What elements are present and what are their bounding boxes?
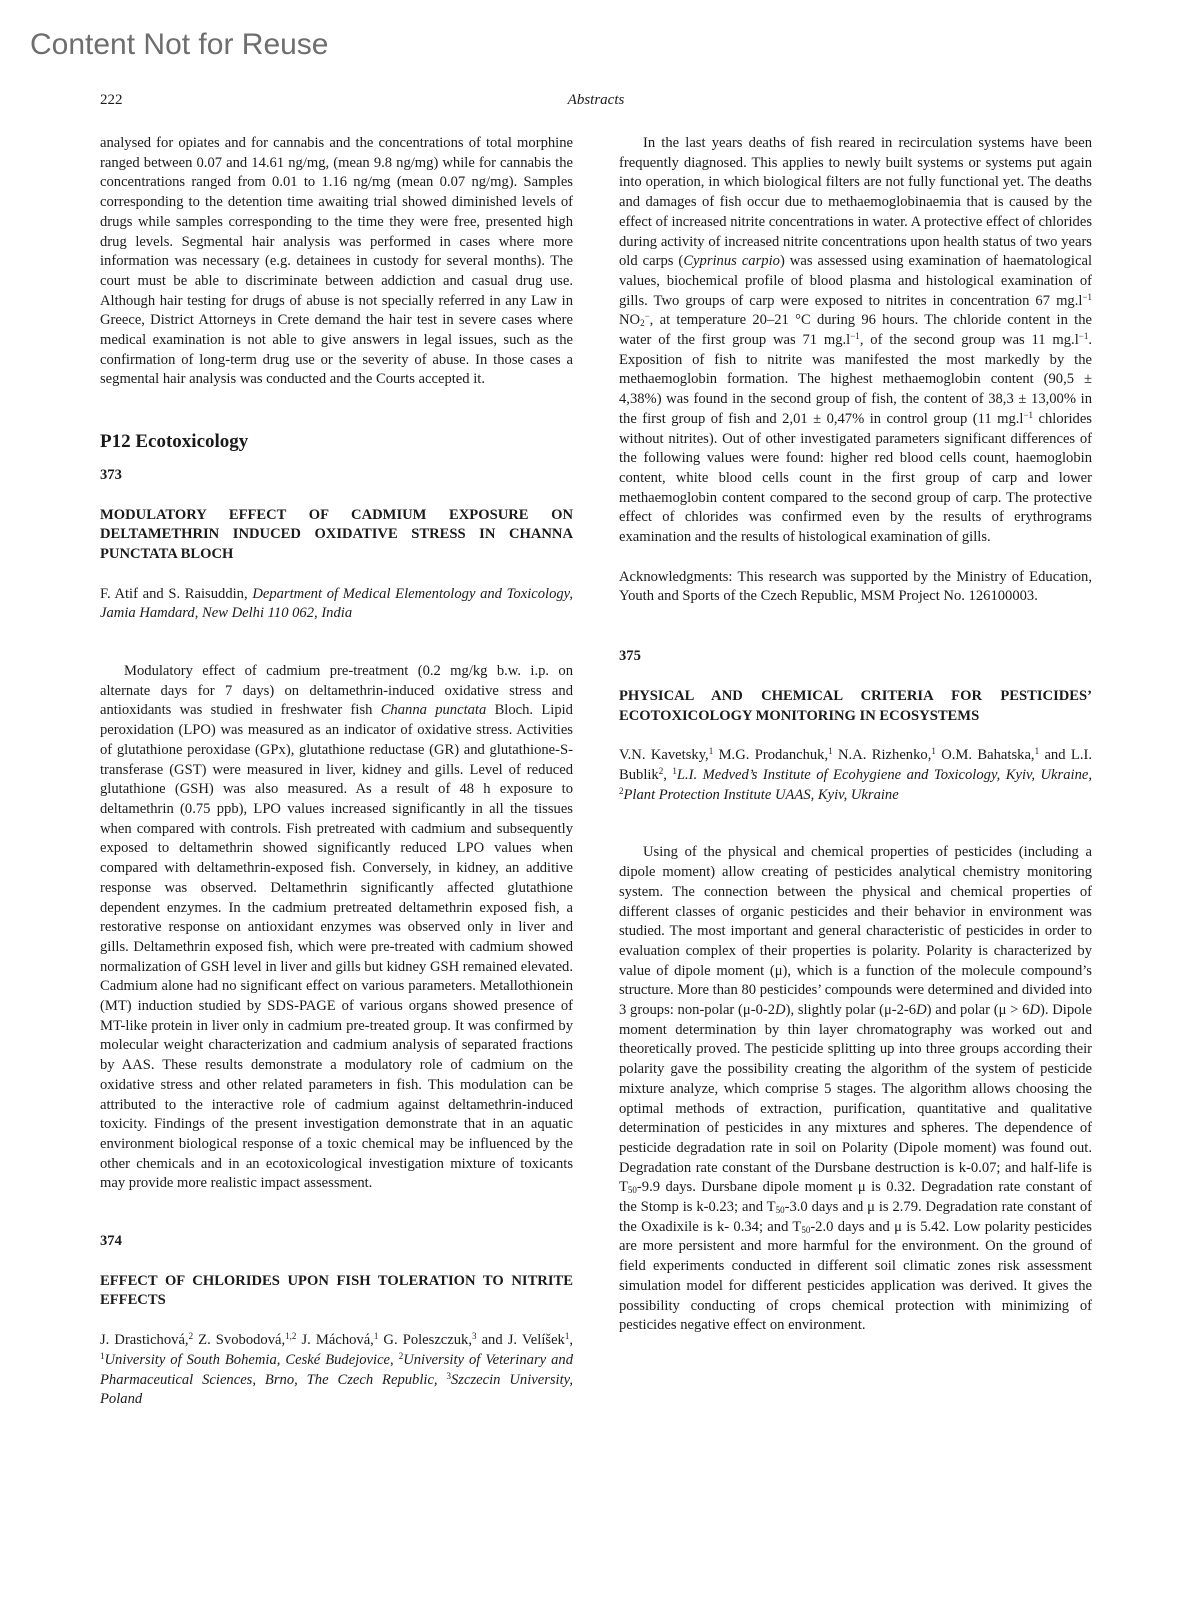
left-column xyxy=(100,134,573,1410)
body-373-part-b: Bloch. Lipid peroxidation (LPO) was measured as an indicator of oxidative stress. Activities of glutathione peroxidase (GPx), glutathione reductase (GR) and glutathione-S-transferase (GST) were measured in liver, kidney and gills. Level of reduced glutathione (GSH) was also measured. As a result of 48 h exposure to deltamethrin (0.75 ppb), LPO values increased significantly in all the tissues when compared with controls. Fish pretreated with cadmium and subsequently exposed to deltamethrin showed significantly reduced LPO values when compared with deltamethrin-exposed fish. Conversely, in kidney, an additive response was observed. Deltamethrin significantly affected glutathione dependent enzymes. In the cadmium pretreated deltamethrin exposed fish, a restorative response on antioxidant enzymes was observed only in liver and gills. Deltamethrin exposed fish, which were pre-treated with cadmium showed normalization of GSH level in liver and gills but kidney GSH remained elevated. Cadmium alone had no significant effect on various parameters. Metallothionein (MT) induction studied by SDS-PAGE of various organs showed presence of MT-like protein in liver only in cadmium pre-treated group. It was confirmed by molecular weight characterization and cadmium analysis of separated fractions by AAS. These results demonstrate a modulatory role of cadmium on the oxidative stress and other related parameters in fish. This modulation can be attributed to the interactive role of cadmium against deltamethrin-induced toxicity. Findings of the present investigation demonstrate that in an aquatic environment biological response of a toxic chemical may be influenced by the other chemicals and in an ecotoxicological investigation mixture of toxicants may provide more realistic impact assessment. xyxy=(100,702,573,1192)
author: V.N. Kavetsky, xyxy=(619,747,709,764)
species-name: Cyprinus carpio xyxy=(683,253,780,270)
continued-paragraph: analysed for opiates and for cannabis and the concentrations of total morphine ranged between 0.07 and 14.61 ng/mg, (mean 9.8 ng/mg) while for cannabis the concentrations ranged from 0.01 to 1.16 ng/mg (mean 0.07 ng/mg). Samples corresponding to the detention time awaiting trial showed diminished levels of drugs while samples corresponding to the time they were free, presented high drug levels. Segmental hair analysis was performed in cases where more information was necessary (e.g. detainees in custody for several months). The court must be able to discriminate between addiction and casual drug use. Although hair testing for drugs of abuse is not specially referred in any Law in Greece, District Attorneys in Crete demand the hair test in severe cases where medical examination is not able to give answers in legal issues, such as the confirmation of long-term drug use or the severity of abuse. In those cases a segmental hair analysis was conducted and the Courts accepted it. xyxy=(100,135,573,388)
body-375-part: -2.0 days and μ is 5.42. Low polarity pesticides are more persistent and more harmful for the environment. On the ground of field experiments conducted in different soil climatic zones risk assessment simulation model for different pesticides application was derived. It gives the possibility conducting of crops chemical protection with minimizing of pesticides negative effect on environment. xyxy=(619,1218,1092,1334)
author-sup: 2 xyxy=(188,1331,194,1342)
body-375-part: ). Dipole moment determination by thin layer chromatography was worked out and theoretically proved. The pesticide splitting up into three groups according their polarity gave the possibility creating the algorithm of the system of pesticide mixture analyze, which comprise 5 stages. The algorithm allows choosing the optimal methods of extraction, purification, quantitative and qualitative determination of pesticides in any mixtures and spheres. The dependence of pesticide degradation rate in soil on Polarity (Dipole moment) was found out. Degradation rate constant of the Dursbane destruction is k-0.07; and half-life is T xyxy=(619,1002,1092,1196)
body-374-part: ) was assessed using examination of haematological values, biochemical profile of blood plasma and histological examination of gills. Two groups of carp were exposed to nitrites in concentration 67 mg.l xyxy=(619,253,1092,309)
superscript: −1 xyxy=(1082,291,1092,302)
abstract-number-375: 375 xyxy=(619,648,641,665)
body-374-part: chlorides without nitrites). Out of other investigated parameters significant differences of the following values were found: higher red blood cells count, haemoglobin content, white blood cells count in the first group of carp and lower methaemoglobin content compared to the second group of carp. The protective effect of chlorides was confirmed even by the results of erythrograms examination and the results of histological examination of gills. xyxy=(619,410,1092,546)
affiliation-sup: 2 xyxy=(398,1350,404,1361)
affiliation: Plant Protection Institute UAAS, Kyiv, Ukraine xyxy=(623,786,899,803)
author: G. Poleszczuk, xyxy=(378,1332,472,1349)
abstract-title-373: MODULATORY EFFECT OF CADMIUM EXPOSURE ON DELTAMETHRIN INDUCED OXIDATIVE STRESS IN CHANNA PUNCTATA BLOCH xyxy=(100,506,573,562)
author-sup: 3 xyxy=(472,1331,477,1342)
affiliation-sup: 1 xyxy=(672,765,677,776)
abstract-body-373 xyxy=(100,662,573,1194)
body-374-part: . Exposition of fish to nitrite was manifested the most markedly by the methaemoglobin formation. The highest methaemoglobin content (90,5 ± 4,38%) was found in the second group of fish, the content of 38,3 ± 13,00% in the first group of fish and 2,01 ± 0,47% in control group (11 mg.l xyxy=(619,332,1092,427)
superscript: − xyxy=(644,311,650,322)
author-sup: 1,2 xyxy=(285,1331,297,1342)
body-373-part-a: Modulatory effect of cadmium pre-treatment (0.2 mg/kg b.w. i.p. on alternate days for 7 days) on deltamethrin-induced oxidative stress and antioxidants was studied in freshwater fish xyxy=(100,663,573,719)
abstract-body-374 xyxy=(619,134,1092,548)
abstract-number-374: 374 xyxy=(100,1233,122,1250)
body-374-part: , of the second group was 11 mg.l xyxy=(859,332,1079,349)
author-sup: 2 xyxy=(658,765,664,776)
species-name: Channa punctata xyxy=(380,702,487,719)
author-sup: 1 xyxy=(1034,746,1040,757)
affiliation: University of Veterinary and Pharmaceutical Sciences, Brno, The Czech Republic, xyxy=(100,1351,573,1388)
separator: , xyxy=(569,1332,574,1349)
affiliation-sup: 3 xyxy=(446,1370,451,1381)
body-374-part: In the last years deaths of fish reared in recirculation systems have been frequently diagnosed. This applies to newly built systems or systems put again into operation, in which biological filters are not fully functional yet. The deaths and damages of fish occur due to methaemoglobinaemia that is caused by the effect of increased nitrite concentrations in water. A protective effect of chlorides during activity of increased nitrite concentrations upon health status of two years old carps ( xyxy=(619,135,1092,270)
author: M.G. Prodanchuk, xyxy=(713,747,829,764)
affiliation-sup: 2 xyxy=(619,785,624,796)
authors-373: F. Atif and S. Raisuddin, xyxy=(100,585,248,602)
unit-italic: D xyxy=(775,1002,786,1019)
page-number: 222 xyxy=(100,92,123,108)
abstract-authors-374 xyxy=(100,1331,573,1410)
body-375-part: -9.9 days. Dursbane dipole moment μ is 0.32. Degradation rate constant of the Stomp is k-0.23; and T xyxy=(619,1179,1092,1216)
body-375-part: Using of the physical and chemical properties of pesticides (including a dipole moment) allow creating of pesticides analytical chemistry monitoring system. The connection between the physical and chemical properties of different classes of organic pesticides and their behavior in environment was studied. The most important and general characteristic of pesticides in order to evaluation complex of their properties is polarity. Polarity is characterized by value of dipole moment (μ), which is a function of the molecule compound’s structure. More than 80 pesticides’ compounds were determined and divided into 3 groups: non-polar (μ-0-2 xyxy=(619,844,1092,1019)
author-sup: 1 xyxy=(708,746,714,757)
watermark: Content Not for Reuse xyxy=(30,28,329,61)
author-sup: 1 xyxy=(931,746,936,757)
body-375-part: -3.0 days and μ is 2.79. Degradation rate constant of the Oxadixile is k- 0.34; and T xyxy=(619,1199,1092,1235)
author: J. Máchová, xyxy=(296,1332,374,1349)
abstract-title-374: EFFECT OF CHLORIDES UPON FISH TOLERATION TO NITRITE EFFECTS xyxy=(100,1272,573,1309)
unit-italic: D xyxy=(916,1002,927,1019)
author: and J. Velíšek xyxy=(476,1332,565,1349)
author: Z. Svobodová, xyxy=(193,1332,286,1349)
unit-italic: D xyxy=(1029,1002,1040,1019)
running-head-section: Abstracts xyxy=(567,92,625,108)
author-sup: 1 xyxy=(828,746,833,757)
body-375-part: ) and polar (μ > 6 xyxy=(926,1002,1030,1019)
subscript: 2 xyxy=(640,318,645,329)
author: and L.I. Bublik xyxy=(619,747,1092,783)
superscript: −1 xyxy=(1078,331,1089,342)
acknowledgments: Acknowledgments: This research was supported by the Ministry of Education, Youth and Sports of the Czech Republic, MSM Project No. 126100003. xyxy=(619,568,1092,605)
subscript: 50 xyxy=(775,1205,785,1216)
body-374-part: NO xyxy=(619,312,641,329)
abstract-authors-373 xyxy=(100,585,573,624)
abstract-body-375 xyxy=(619,843,1092,1336)
superscript: −1 xyxy=(1023,409,1034,420)
author: O.M. Bahatska, xyxy=(935,747,1035,764)
affiliation-373: Department of Medical Elementology and Toxicology, Jamia Hamdard, New Delhi 110 062, India xyxy=(100,585,573,622)
abstract-number-373: 373 xyxy=(100,466,122,483)
running-head xyxy=(100,92,1092,114)
section-heading: P12 Ecotoxicology xyxy=(100,431,249,453)
body-375-part: ), slightly polar (μ-2-6 xyxy=(785,1002,917,1019)
affiliation: Szczecin University, Poland xyxy=(100,1371,573,1408)
subscript: 50 xyxy=(801,1224,811,1235)
author-sup: 1 xyxy=(564,1331,570,1342)
right-column xyxy=(619,134,1092,1336)
superscript: −1 xyxy=(850,331,860,342)
abstract-title-375: PHYSICAL AND CHEMICAL CRITERIA FOR PESTICIDES’ ECOTOXICOLOGY MONITORING IN ECOSYSTEMS xyxy=(619,687,1092,724)
subscript: 50 xyxy=(627,1185,637,1196)
abstract-authors-375 xyxy=(619,746,1092,805)
separator: , xyxy=(663,766,673,783)
body-374-part: , at temperature 20–21 °C during 96 hours. The chloride content in the water of the first group was 71 mg.l xyxy=(619,312,1092,349)
affiliation: L.I. Medved’s Institute of Ecohygiene and Toxicology, Kyiv, Ukraine, xyxy=(676,766,1092,783)
affiliation-sup: 1 xyxy=(100,1350,105,1361)
author-sup: 1 xyxy=(373,1331,379,1342)
author: N.A. Rizhenko, xyxy=(832,747,932,764)
author: J. Drastichová, xyxy=(100,1332,189,1349)
affiliation: University of South Bohemia, Ceské Budejovice, xyxy=(104,1351,399,1368)
